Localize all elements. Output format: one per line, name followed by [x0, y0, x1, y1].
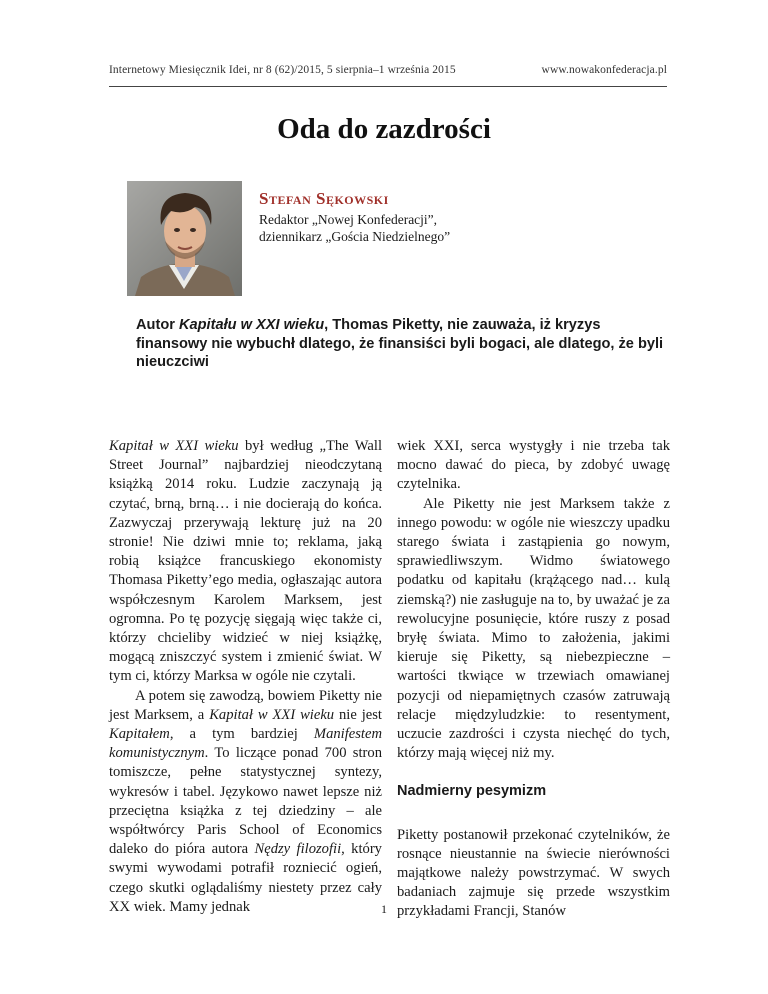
article-lead — [136, 316, 670, 372]
paragraph: Piketty postanowił przekonać czytelników, że rosnące nieustannie na świecie nierówności majątkowe należy powstrzymać. W swych badaniach zajmuje się przede wszystkim przykładami Francji, Stanów — [397, 826, 670, 920]
article-title: Oda do zazdrości — [277, 113, 491, 145]
paragraph: Ale Piketty nie jest Marksem także z innego powodu: w ogóle nie wieszczy upadku starego świata i zastąpienia go nowym, sprawiedliwszym. Widmo światowego podatku od kapitału (krążącego nad… kulą ziemską?) nie zasługuje na to, by uważać je za rewolucyjne posunięcie, które ruszy z posad bryłę świata. Mimo to założenia, jakimi kieruje się Piketty, są niebezpieczne – wartości tkwiące w trzewiach omawianej pozycji od niepamiętnych czasów zatruwają relacje międzyludzkie: to resentyment, uczucie zazdrości i czysta niechęć do tych, którzy mają więcej niż my. — [397, 495, 670, 762]
lead-book-title: Kapitału w XXI wieku — [178, 317, 325, 333]
author-photo — [127, 181, 242, 296]
paragraph-text: , który swymi wywodami potrafił rozniecić ogień, czego skutki oglądaliśmy niestety przez cały XX wiek. Mamy jednak — [109, 841, 382, 915]
paragraph-text: , a tym bardziej — [169, 726, 314, 743]
paragraph — [109, 437, 382, 687]
page-number: 1 — [381, 902, 387, 916]
book-title: Kapitał w XXI wieku — [109, 438, 239, 454]
paragraph-text: nie jest — [334, 706, 382, 723]
author-bio-line: dziennikarz „Gościa Niedzielnego” — [259, 229, 451, 244]
book-title: Kapitał w XXI wieku — [209, 706, 335, 723]
author-name: Stefan Sękowski — [259, 189, 389, 208]
book-title: Kapitałem — [109, 726, 170, 743]
paragraph-text: . To liczące ponad 700 stron tomiszcze, pełne statystycznej syntezy, wykresów i tabel. Językowo nawet lepsze niż przeciętna książka z tej dziedziny – ale współtwórcy Paris School of Economics daleko do pióra autora — [109, 745, 382, 858]
author-bio — [259, 211, 450, 245]
lead-text: , Thomas Piketty, nie zauważa, iż kryzys finansowy nie wybuchł dlatego, że finansiści byli bogaci, ale dlatego, że byli nieuczciwi — [136, 317, 664, 370]
lead-text: Autor — [136, 317, 179, 333]
website-link[interactable]: www.nowakonfederacja.pl — [541, 64, 667, 76]
paragraph-text: był według „The Wall Street Journal” najbardziej nieodczytaną książką 2014 roku. Ludzie zaczynają ją czytać, brną, brną… i nie docierają do końca. Zazwyczaj przerywają lekturę już na 20 stronie! Nie dziwi mnie to; reklama, jaką robią książce francuskiego ekonomisty Thomasa Piketty’ego media, ogłaszając autora współczesnym Karolem Marksem, jest ogromna. Po tę pozycję sięgają więc także ci, którzy chcieliby widzieć w niej książkę, mogącą zniszczyć system i zmienić świat. W tym ci, którzy Marksa w ogóle nie czytali. — [109, 438, 382, 685]
paragraph-text: A potem się zawodzą, bowiem Piketty nie jest Marksem, a — [109, 687, 382, 723]
author-bio-line: Redaktor „Nowej Konfederacji”, — [259, 212, 438, 227]
running-header — [109, 58, 667, 87]
text-column-left — [109, 437, 382, 917]
journal-issue-info: Internetowy Miesięcznik Idei, nr 8 (62)/2015, 5 sierpnia–1 września 2015 — [109, 64, 456, 76]
book-title: Nędzy filozofii — [254, 841, 342, 858]
paragraph — [109, 687, 382, 917]
section-heading: Nadmierny pesymizm — [397, 783, 547, 800]
book-title: Manifestem komunistycznym — [109, 726, 382, 762]
text-column-right — [397, 437, 670, 922]
paragraph: wiek XXI, serca wystygły i nie trzeba tak mocno dawać do pieca, by zdobyć uwagę czytelnika. — [397, 438, 670, 493]
